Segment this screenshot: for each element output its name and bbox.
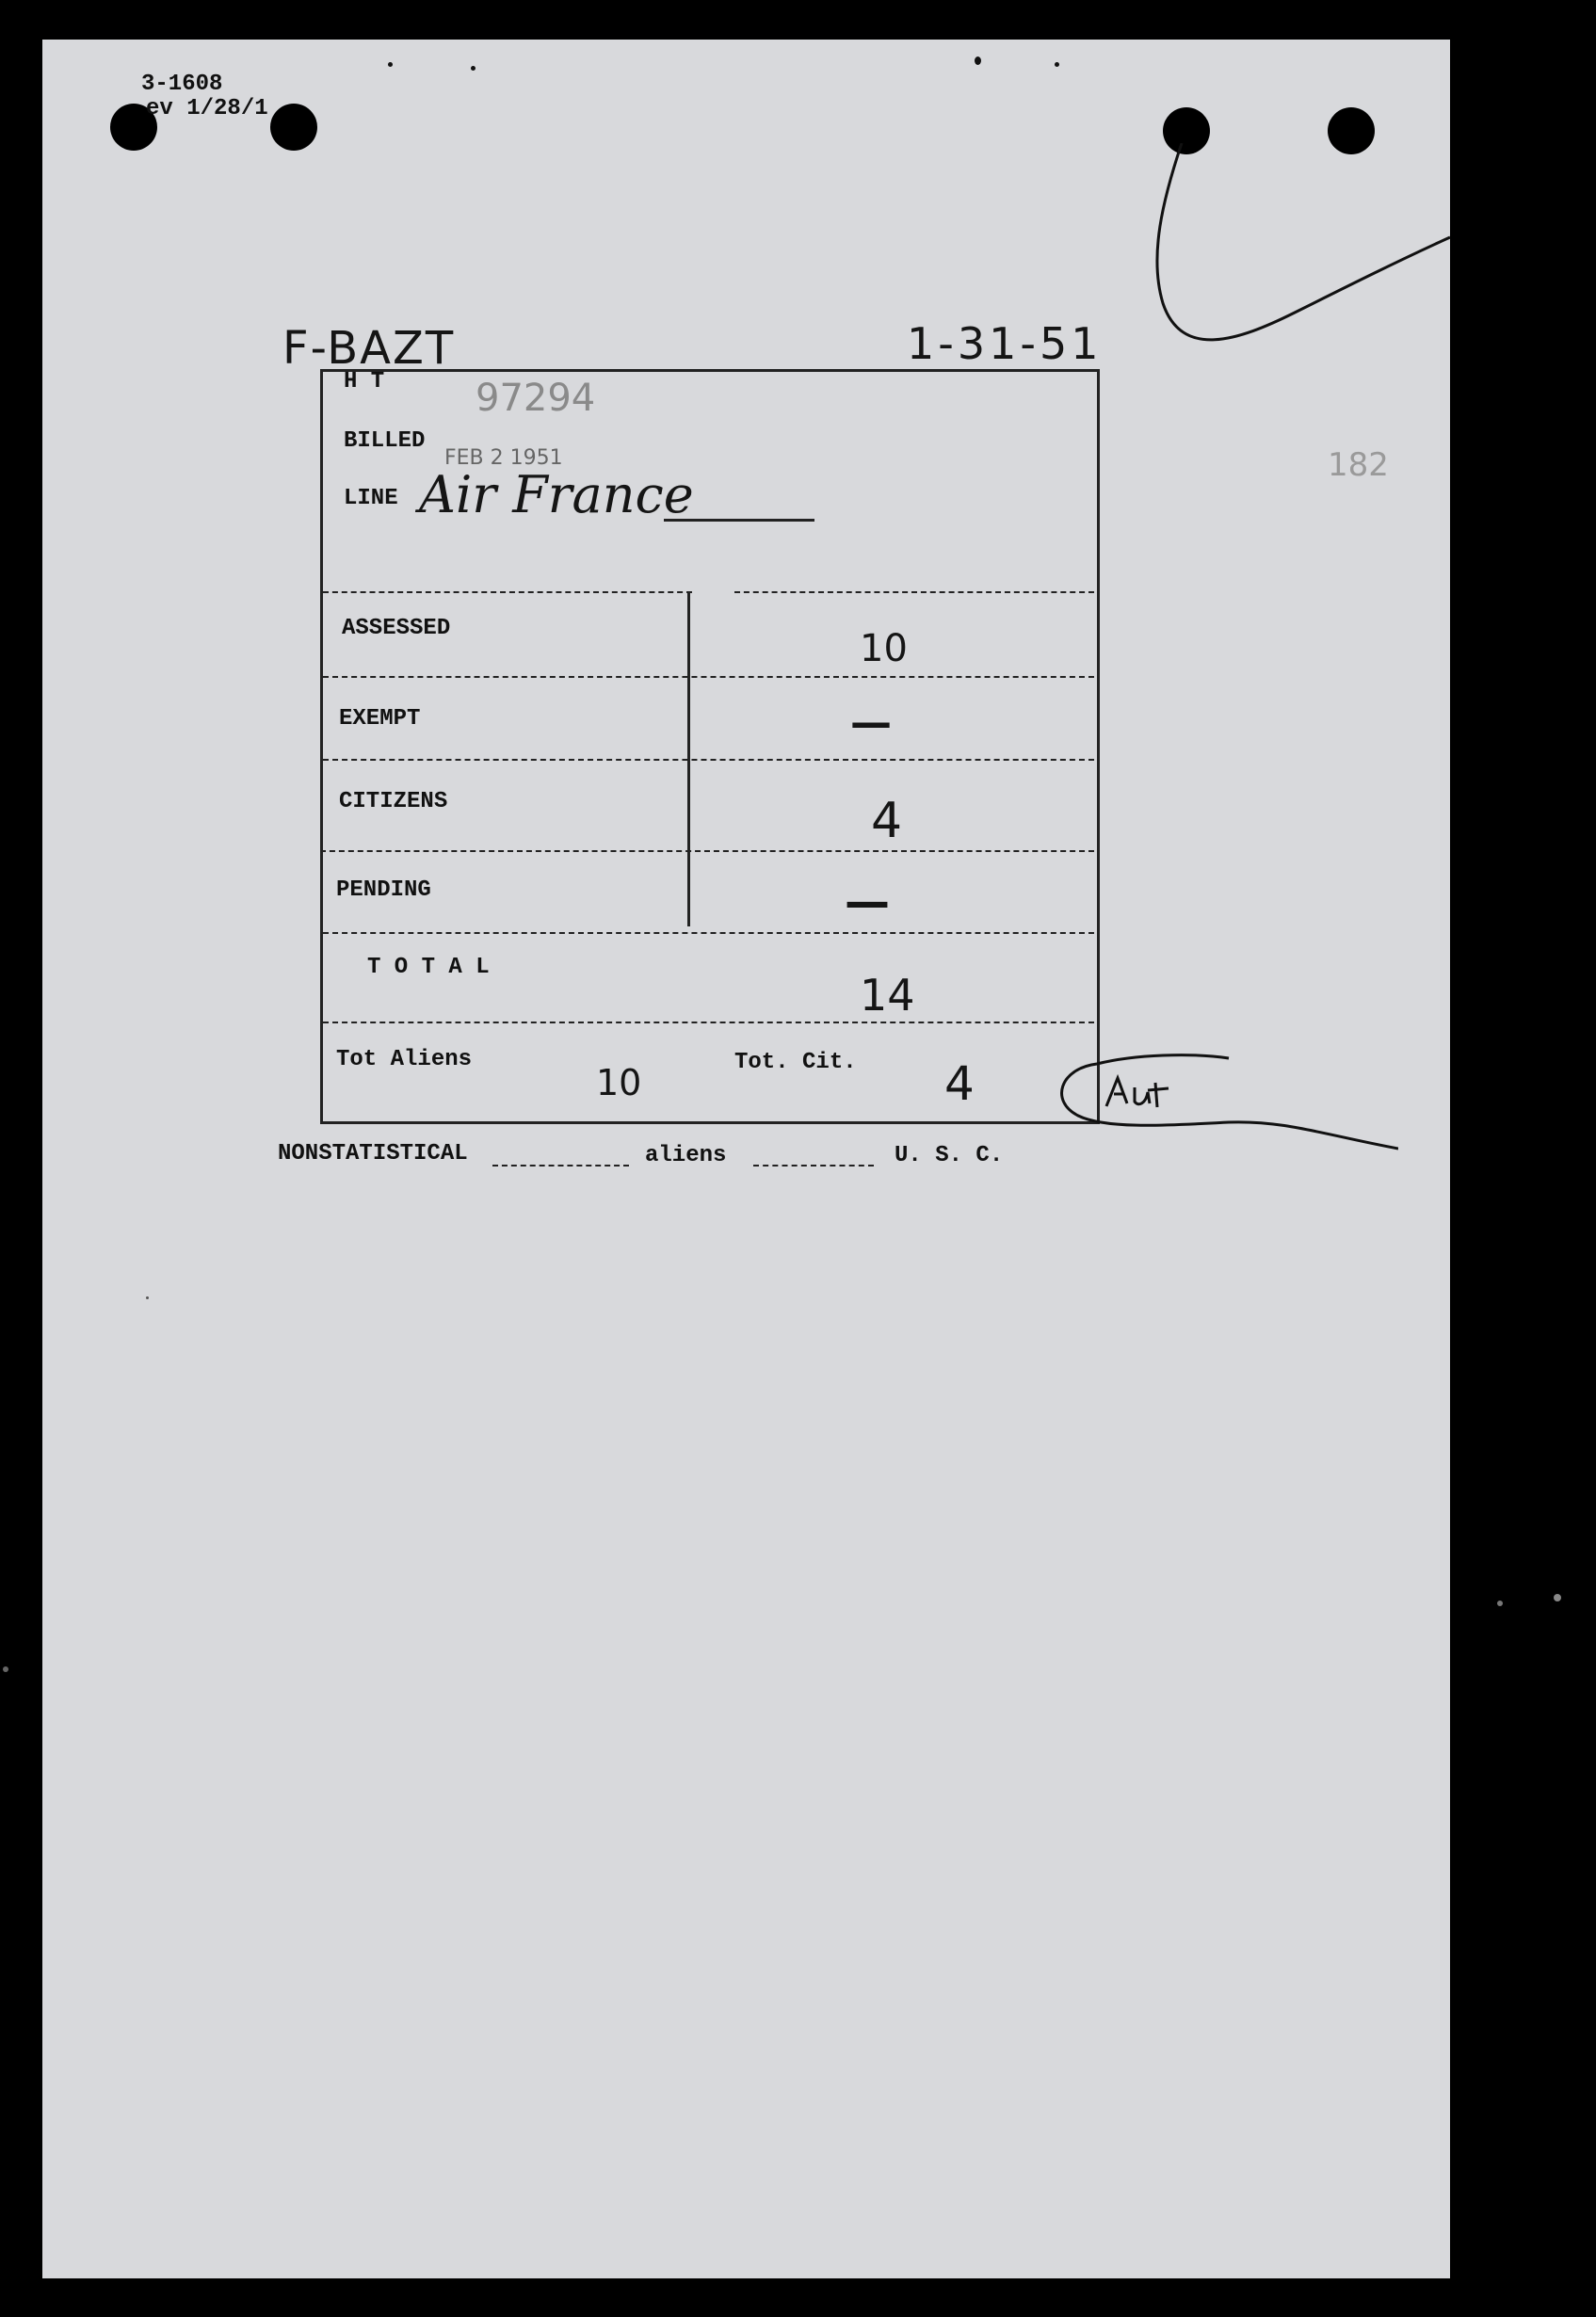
- tot-aliens-value: 10: [596, 1062, 642, 1103]
- billed-date-stamp: FEB 2 1951: [444, 446, 563, 470]
- row-value-assessed: 10: [860, 627, 908, 670]
- flight-date: 1-31-51: [907, 318, 1103, 369]
- row-label-pending: PENDING: [336, 877, 431, 903]
- row-label-assessed: ASSESSED: [342, 616, 451, 641]
- signature-mark-icon: [1040, 1045, 1398, 1196]
- tot-aliens-label: Tot Aliens: [336, 1047, 473, 1072]
- row-divider: [323, 591, 692, 593]
- airline-underline: [664, 519, 814, 522]
- speck-icon: [388, 62, 393, 67]
- line-label: LINE: [344, 486, 398, 511]
- row-label-exempt: EXEMPT: [339, 706, 421, 732]
- speck-icon: [471, 66, 476, 71]
- ht-label: H T: [344, 369, 385, 394]
- page-stamp-number: 182: [1328, 446, 1389, 484]
- airline-name: Air France: [419, 465, 694, 524]
- billed-label: BILLED: [344, 428, 426, 454]
- row-divider: [734, 591, 1094, 593]
- row-value-citizens: 4: [871, 793, 903, 849]
- footer-aliens-label: aliens: [645, 1143, 727, 1168]
- nonstatistical-label: NONSTATISTICAL: [278, 1141, 468, 1167]
- nonstatistical-blank: [492, 1165, 629, 1167]
- row-divider: [323, 932, 1094, 934]
- aircraft-registration: F-BAZT: [282, 322, 456, 375]
- speck-icon: [3, 1666, 8, 1672]
- column-divider: [687, 591, 690, 926]
- total-label: T O T A L: [367, 955, 490, 980]
- form-number: 3-1608: [141, 72, 223, 97]
- usc-label: U. S. C.: [895, 1143, 1004, 1168]
- tot-cit-value: 4: [944, 1056, 975, 1111]
- row-divider: [323, 759, 1094, 761]
- row-value-pending: —: [845, 876, 890, 928]
- ht-number: 97294: [476, 377, 596, 420]
- document-page: [42, 40, 1450, 2278]
- row-label-citizens: CITIZENS: [339, 789, 448, 814]
- row-divider: [323, 676, 1094, 678]
- row-divider: [323, 1022, 1094, 1023]
- speck-icon: [146, 1296, 149, 1299]
- row-divider: [320, 850, 1094, 852]
- speck-icon: [1055, 62, 1059, 67]
- speck-icon: [1554, 1594, 1561, 1601]
- punch-hole-icon: [270, 104, 317, 151]
- tot-cit-label: Tot. Cit.: [734, 1050, 857, 1075]
- aliens-blank: [753, 1165, 874, 1167]
- row-value-exempt: —: [850, 699, 892, 747]
- speck-icon: [975, 56, 981, 65]
- total-value: 14: [860, 970, 915, 1021]
- pen-curve-icon: [1144, 143, 1455, 388]
- speck-icon: [1497, 1601, 1503, 1606]
- form-revision: ev 1/28/1: [146, 96, 268, 121]
